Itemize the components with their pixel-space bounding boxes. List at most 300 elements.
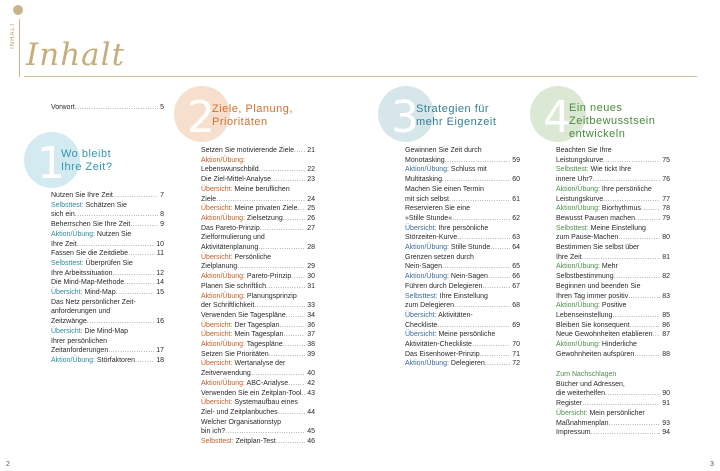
leader-dots [442,175,510,185]
toc-entry-text [51,288,116,298]
toc-entry[interactable] [556,301,670,320]
toc-entry[interactable] [201,330,315,340]
toc-entry-text [556,214,635,224]
entry-title: Aktivitäten-Checkliste [405,341,472,349]
toc-entry[interactable] [201,379,315,389]
entry-title: Nutzen Sie [94,230,132,238]
toc-entry[interactable] [556,262,670,281]
toc-entry[interactable] [405,272,520,282]
entry-title: Tagespläne [244,341,283,349]
entry-title: Leistungskurve [556,156,604,164]
entry-title: Mein persönlicher [587,409,645,417]
toc-entry[interactable] [201,418,315,437]
entry-page-number: 27 [307,224,315,232]
entry-title: Bücher und Adressen, [556,380,625,388]
toc-entry-last-line [556,419,670,429]
entry-title: Setzen Sie Prioritäten [201,350,269,358]
toc-entry[interactable] [556,165,670,184]
entry-page-number: 43 [307,389,315,397]
toc-entry-last-line [405,243,520,253]
toc-entry[interactable] [201,272,315,282]
toc-entry-text [201,437,276,447]
entry-title: Welcher Organisationstyp [201,418,282,426]
toc-entry-line [201,156,315,166]
toc-entry[interactable] [51,356,164,366]
entry-page-number: 33 [307,302,315,310]
toc-entry-line [405,204,520,214]
toc-entry-text [556,233,618,243]
entry-page-number: 18 [156,356,164,364]
entry-page-number: 70 [512,341,520,349]
toc-entry-line [51,298,164,308]
leader-dots [116,288,155,298]
toc-entry-text [556,419,609,429]
entry-page-number: 38 [307,341,315,349]
entry-type-label: Aktion/Übung: [201,341,245,349]
leader-dots [254,301,305,311]
toc-entry-last-line [405,233,520,243]
toc-entry-last-line [556,253,670,263]
entry-type-label: Übersicht: [201,185,233,193]
entry-title: Planungsprinzip [244,292,297,300]
entry-type-label: Aktion/Übung: [556,263,600,271]
entry-page-number: 59 [512,156,520,164]
page-number-left: 2 [6,461,10,468]
toc-entry[interactable] [51,327,164,356]
entry-page-number: 25 [307,205,315,213]
entry-page-number: 86 [662,321,670,329]
entry-type-label: Übersicht: [201,253,233,261]
toc-entry-text [51,220,130,230]
toc-entry-text [405,350,480,360]
entry-title: Zielsetzung [244,214,283,222]
leader-dots [87,317,154,327]
toc-entry[interactable] [405,311,520,330]
toc-entry[interactable] [201,224,315,234]
toc-entry[interactable] [405,253,520,272]
chapter-1-number: 1 [37,138,65,189]
entry-page-number: 78 [662,205,670,213]
chapter-3-title: Strategien für mehr Eigenzeit [416,103,497,128]
toc-entry[interactable] [201,292,315,311]
toc-entry-last-line [556,156,670,166]
toc-entry[interactable] [556,146,670,165]
toc-entry-last-line [405,301,520,311]
toc-entry-line [556,409,670,419]
toc-entry-last-line [405,175,520,185]
toc-entry-line [556,380,670,390]
toc-entry-line [405,311,520,321]
entry-title: Lebenseinstellung [556,311,613,319]
entry-page-number: 31 [307,282,315,290]
toc-entry-text [51,210,75,220]
toc-entry-text [556,272,614,282]
leader-dots [482,282,510,292]
entry-page-number: 44 [307,408,315,416]
entry-type-label: Selbsttest: [556,166,589,174]
toc-entry-text [201,301,254,311]
entry-page-number: 93 [662,419,670,427]
toc-entry[interactable] [556,380,670,399]
entry-page-number: 36 [307,321,315,329]
toc-entry-line [405,185,520,195]
toc-entry[interactable] [201,175,315,185]
chapter-2-title: Ziele, Planung, Prioritäten [212,103,293,128]
toc-entry[interactable] [405,330,520,349]
toc-entry-text [405,301,454,311]
leader-dots [634,350,660,360]
toc-entry[interactable] [51,249,164,259]
toc-entry-line [201,185,315,195]
toc-entry[interactable] [201,311,315,321]
toc-entry[interactable] [405,282,520,292]
entry-title: Monotasking [405,156,445,164]
toc-entry[interactable] [51,191,164,201]
entry-page-number: 80 [662,234,670,242]
toc-entry-text [405,214,452,224]
entry-title: Selbstbestimmung [556,273,614,281]
toc-entry[interactable] [405,350,520,360]
entry-title: Leistungskurve [556,195,604,203]
toc-entry[interactable] [556,204,670,214]
leader-dots [630,321,661,331]
entry-page-number: 94 [662,429,670,437]
entry-title: Maßnahmenplan [556,419,609,427]
entry-title: Reservieren Sie eine [405,205,470,213]
toc-entry-line [556,301,670,311]
entry-title: Wie tickt Ihre [588,166,632,174]
entry-page-number: 26 [307,214,315,222]
entry-title: Beachten Sie Ihre [556,147,612,154]
toc-entry[interactable] [201,350,315,360]
leader-dots [472,340,510,350]
toc-entry-last-line [556,399,670,409]
page-title: Inhalt [26,37,126,73]
toc-entry[interactable] [201,233,315,252]
toc-entry-last-line [556,272,670,282]
entry-title: Mehr [599,263,618,271]
toc-entry-last-line [201,389,315,399]
entry-title: zum Pause-Machen [556,234,619,242]
toc-entry[interactable] [201,253,315,272]
chapter-3-number: 3 [391,92,419,143]
entry-page-number: 29 [307,263,315,271]
leader-dots [271,175,305,185]
entry-type-label: Aktion/Übung: [201,156,245,164]
entry-page-number: 9 [160,221,164,229]
toc-entry-last-line [201,146,315,156]
toc-entry-line [556,185,670,195]
toc-entry[interactable] [201,321,315,331]
toc-entry-text [51,356,135,366]
entry-title: Das Pareto-Prinzip [201,224,260,232]
toc-entry[interactable] [405,292,520,311]
toc-entry[interactable] [556,243,670,262]
entry-title: Schätzen Sie [83,201,127,209]
entry-title: Ziele [201,195,217,203]
toc-entry-line [556,262,670,272]
entry-title: Hinderliche [599,341,637,349]
toc-entry-last-line [556,350,670,360]
entry-type-label: Übersicht: [201,331,233,339]
leader-dots [283,214,305,224]
toc-entry-text [405,175,442,185]
toc-entry-text [201,369,251,379]
entry-page-number: 8 [160,211,164,219]
toc-entry-last-line [201,408,315,418]
header-divider-line [19,19,20,77]
toc-entry-last-line [556,428,670,438]
entry-title: Lebenswunschbild [201,166,259,174]
toc-entry[interactable] [405,359,520,369]
toc-entry[interactable] [201,340,315,350]
toc-entry-last-line [201,379,315,389]
entry-page-number: 24 [307,195,315,203]
toc-entry[interactable] [201,437,315,447]
toc-entry[interactable] [556,224,670,243]
toc-entry[interactable] [201,146,315,156]
entry-title: Planen Sie schriftlich [201,282,266,290]
toc-entry-line [556,340,670,350]
page-number-right: 3 [710,461,714,468]
toc-entry[interactable] [405,185,520,204]
entry-page-number: 76 [662,176,670,184]
entry-title: Die Ziel-Mittel-Analyse [201,176,272,184]
toc-entry-line [556,243,670,253]
toc-entry[interactable] [556,214,670,224]
entry-page-number: 12 [156,269,164,277]
toc-entry-last-line [405,321,520,331]
entry-title: Mein Tagesplan [232,331,284,339]
toc-entry[interactable] [51,220,164,230]
leader-dots [258,243,305,253]
entry-title: Schluss mit [448,166,487,174]
chapter-2-toc [201,146,315,447]
toc-entry-text [556,311,612,321]
toc-entry-last-line [201,282,315,292]
entry-page-number: 79 [662,214,670,222]
entry-title: Multitasking [405,176,442,184]
toc-entry[interactable] [405,243,520,253]
toc-entry[interactable] [201,214,315,224]
toc-entry[interactable] [51,278,164,288]
entry-type-label: Aktion/Übung: [201,214,245,222]
toc-entry[interactable] [556,321,670,331]
entry-page-number: 63 [512,234,520,242]
toc-entry[interactable] [201,282,315,292]
chapter-3-toc [405,146,520,369]
toc-entry-text [201,243,258,253]
toc-entry[interactable] [201,185,315,204]
entry-type-label: Aktion/Übung: [405,244,449,252]
entry-title: Pareto-Prinzip [244,273,292,281]
toc-entry-text [405,272,488,282]
entry-title: Nein-Sagen [448,273,488,281]
entry-title: Impressum [556,429,591,437]
entry-page-number: 16 [156,318,164,326]
toc-entry-last-line [201,350,315,360]
toc-entry-last-line [201,369,315,379]
toc-entry-last-line [201,311,315,321]
entry-title: ABC-Analyse [244,379,289,387]
entry-title: der Schriftlichkeit [201,302,255,310]
toc-entry-text [556,389,605,399]
toc-entry[interactable] [51,230,164,249]
toc-entry-text [201,427,225,437]
toc-entry-text [51,278,124,288]
entry-page-number: 11 [156,250,164,258]
intro-entry[interactable] [51,103,164,113]
leader-dots [128,249,155,259]
entry-page-number: 42 [307,379,315,387]
entry-title: Fassen Sie die Zeitdiebe [51,250,129,258]
toc-entry-text [201,408,278,418]
leader-dots [485,359,510,369]
toc-entry[interactable] [51,259,164,278]
toc-entry-text [405,243,490,253]
leader-dots [216,195,305,205]
toc-entry-last-line [405,340,520,350]
leader-dots [591,428,661,438]
leader-dots [635,214,660,224]
toc-entry-last-line [201,437,315,447]
entry-title: Gewohnheiten aufspüren [556,350,635,358]
toc-entry-text [556,253,582,263]
toc-entry-last-line [51,317,164,327]
toc-entry[interactable] [405,146,520,165]
toc-entry-last-line [201,195,315,205]
toc-entry-text [201,379,288,389]
toc-entry-text [201,146,294,156]
entry-title: Ihre Zeit [556,253,582,261]
toc-entry[interactable] [556,340,670,359]
toc-entry[interactable] [201,156,315,175]
toc-entry[interactable] [556,282,670,301]
entry-type-label: Übersicht: [405,224,437,232]
entry-type-label: Selbsttest: [51,201,84,209]
toc-entry-last-line [556,311,670,321]
toc-entry[interactable] [556,185,670,204]
entry-type-label: Aktion/Übung: [556,185,600,193]
toc-entry[interactable] [556,399,670,409]
chapter-1-title: Wo bleibt Ihre Zeit? [61,148,113,173]
toc-entry[interactable] [405,224,520,243]
toc-entry-last-line [556,175,670,185]
toc-entry-text [405,282,482,292]
toc-entry[interactable] [556,330,670,340]
entry-page-number: 23 [307,176,315,184]
toc-entry[interactable] [201,359,315,378]
toc-entry-text [201,311,286,321]
entry-page-number: 71 [512,350,520,358]
toc-entry[interactable] [201,389,315,399]
entry-type-label: Aktion/Übung: [51,356,95,364]
toc-entry-last-line [556,389,670,399]
entry-title: Zeitanforderungen [51,347,109,355]
toc-entry-text [405,340,472,350]
entry-title: Bewusst Pausen machen [556,214,635,222]
toc-entry-line [51,337,164,347]
leader-dots [124,278,154,288]
leader-dots [288,379,305,389]
entry-title: Zeitverwendung [201,370,251,378]
entry-type-label: Übersicht: [201,360,233,368]
toc-entry-line [51,307,164,317]
toc-entry[interactable] [556,409,670,428]
toc-entry-text [405,233,457,243]
leader-dots [618,233,660,243]
leader-dots [135,356,154,366]
entry-title: Wertanalyse der [232,360,286,368]
toc-entry-text [201,340,283,350]
entry-title: Grenzen setzen durch [405,253,474,261]
toc-entry-line [201,253,315,263]
toc-entry-line [405,224,520,234]
toc-entry-text [201,224,260,234]
toc-entry-text [556,321,630,331]
leader-dots [603,195,660,205]
toc-entry-last-line [201,330,315,340]
entry-title: sich ein [51,211,75,219]
toc-entry-text [556,195,603,205]
toc-entry-last-line [405,262,520,272]
leader-dots [113,191,158,201]
entry-title: Verwenden Sie Tagespläne [201,311,286,319]
toc-entry-text [201,262,237,272]
entry-title: Störzeiten-Kurve [405,234,458,242]
toc-entry-last-line [201,204,315,214]
entry-title: Machen Sie einen Termin [405,185,484,193]
toc-entry-last-line [51,191,164,201]
entry-title: Die Mind-Map-Methode [51,279,125,287]
entry-title: Stille Stunde [448,244,491,252]
leader-dots [582,399,660,409]
leader-dots [260,224,305,234]
toc-entry-line [405,330,520,340]
entry-title: die weiterhelfen [556,390,606,398]
entry-title: Neue Gewohnheiten etablieren [556,331,653,339]
entry-page-number: 64 [512,244,520,252]
toc-entry[interactable] [405,204,520,223]
toc-entry[interactable] [201,204,315,214]
toc-entry-line [51,327,164,337]
chapter-4-number: 4 [543,92,571,143]
toc-entry-text [405,359,485,369]
entry-page-number: 46 [307,438,315,446]
leader-dots [593,175,661,185]
toc-entry[interactable] [51,201,164,220]
toc-entry-last-line [556,321,670,331]
toc-entry[interactable] [405,165,520,184]
entry-page-number: 15 [156,289,164,297]
toc-entry[interactable] [51,298,164,327]
toc-entry[interactable] [556,428,670,438]
toc-entry-last-line [201,301,315,311]
toc-entry-line [556,146,670,156]
toc-entry-text [201,350,269,360]
toc-entry-last-line [405,272,520,282]
entry-title: Das Netz persönlicher Zeit- [51,298,136,306]
toc-entry-text [556,156,603,166]
toc-entry[interactable] [51,288,164,298]
toc-entry-last-line [51,356,164,366]
toc-entry-line [201,233,315,243]
entry-type-label: Übersicht: [556,409,588,417]
toc-entry-last-line [201,175,315,185]
toc-entry[interactable] [201,398,315,417]
toc-entry-last-line [405,282,520,292]
leader-dots [454,301,510,311]
